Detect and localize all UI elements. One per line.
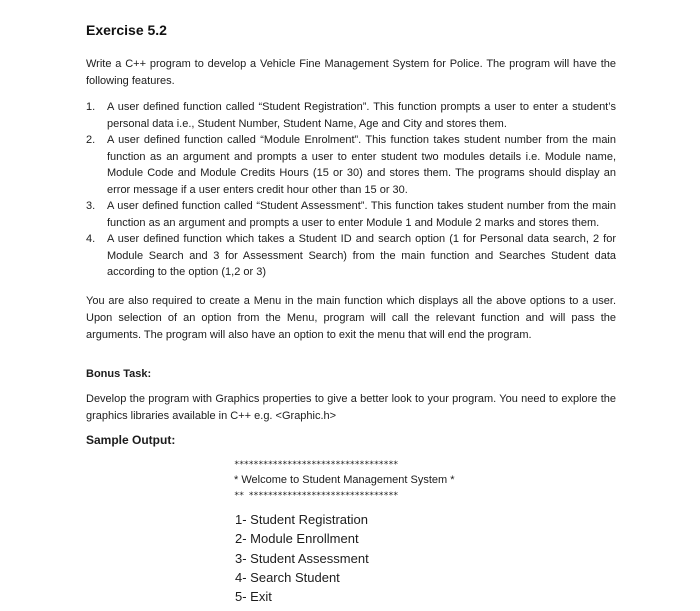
feature-item — [86, 99, 616, 132]
bonus-heading: Bonus Task: — [86, 368, 152, 380]
bonus-paragraph: Develop the program with Graphics properties to give a better look to your program. You need to explore the graphics libraries available in C++ e.g. <Graphic.h> — [86, 393, 616, 422]
feature-list — [86, 99, 616, 281]
sample-menu — [235, 510, 369, 606]
menu-item-registration: 1- Student Registration — [235, 512, 368, 527]
menu-item-search: 4- Search Student — [235, 569, 340, 585]
feature-number: 1. — [86, 101, 96, 113]
feature-text: A user defined function called “Student Assessment”. This function takes student number from the main function as an argument and prompts a user to enter Module 1 and Module 2 marks and stores them. — [107, 200, 616, 229]
sample-output-heading: Sample Output: — [86, 433, 176, 447]
stars-border-top: ********************************** — [234, 460, 398, 470]
feature-number: 2. — [86, 134, 96, 146]
feature-item — [86, 198, 616, 231]
menu-item-assessment: 3- Student Assessment — [235, 550, 369, 566]
feature-number: 4. — [86, 233, 96, 245]
menu-item-enrollment: 2- Module Enrollment — [235, 531, 359, 547]
feature-text: A user defined function which takes a Student ID and search option (1 for Personal data search, 2 for Module Search and 3 for Assessment Search) from the main function and Searches Student data according to the option (1,2 or 3) — [107, 233, 616, 278]
welcome-banner: * Welcome to Student Management System * — [234, 474, 455, 486]
stars-border-bottom: ** ******************************* — [234, 491, 398, 501]
menu-item-exit: 5- Exit — [235, 589, 272, 605]
feature-item — [86, 132, 616, 198]
menu-requirement-paragraph: You are also required to create a Menu in the main function which displays all the above options to a user. Upon selection of an option from the Menu, program will call the relevant function and will pass the arguments. The program will also have an option to exit the menu that will end the program. — [86, 295, 616, 341]
feature-item — [86, 231, 616, 281]
exercise-title: Exercise 5.2 — [86, 22, 167, 38]
feature-number: 3. — [86, 200, 96, 212]
feature-text: A user defined function called “Module Enrolment”. This function takes student number from the main function as an argument and prompts a user to enter student two modules details i.e. Module name, Module Code and Module Credits Hours (15 or 30) and stores them. The programs should display an error message if a user enters credit hour other than 15 or 30. — [107, 134, 616, 196]
feature-text: A user defined function called “Student Registration”. This function prompts a user to enter a student’s personal data i.e., Student Number, Student Name, Age and City and stores them. — [107, 101, 616, 130]
intro-paragraph: Write a C++ program to develop a Vehicle Fine Management System for Police. The program will have the following features. — [86, 58, 616, 87]
